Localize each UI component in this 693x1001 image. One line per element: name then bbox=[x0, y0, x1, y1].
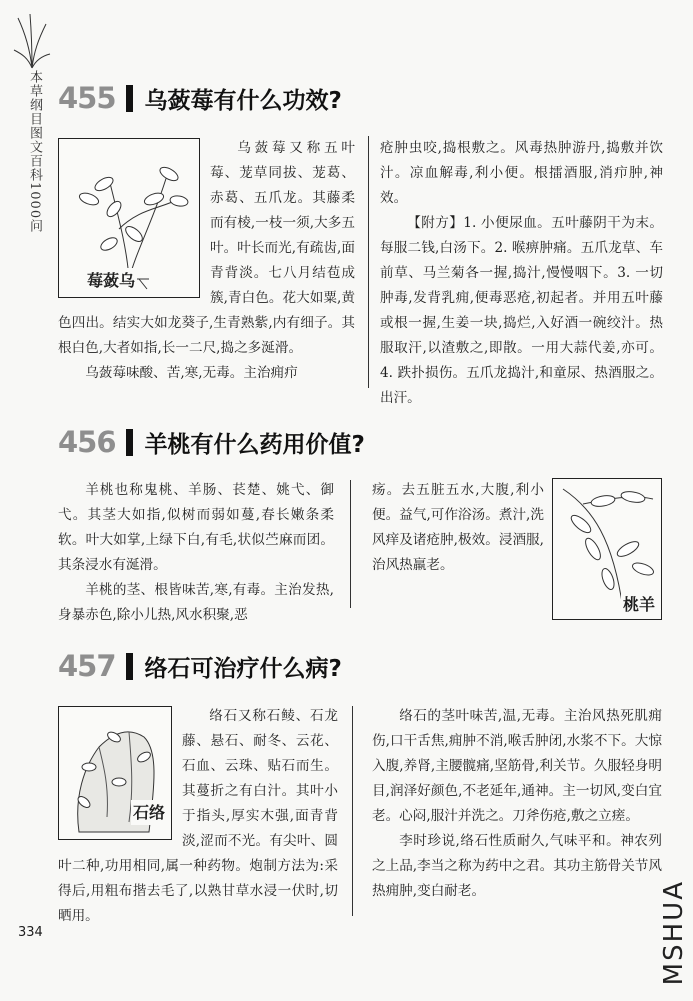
section-header-455 bbox=[58, 78, 342, 118]
paragraph: 李时珍说,络石性质耐久,气味平和。神农列之上品,李当之称为药中之君。其功主筋骨关节风热痈肿,变白耐老。 bbox=[372, 833, 662, 899]
section-header-457 bbox=[58, 646, 342, 686]
illustration-caption: 莓蔹乌 bbox=[85, 268, 137, 293]
column-divider bbox=[350, 480, 351, 608]
section-number: 456 bbox=[58, 425, 116, 459]
section-number: 455 bbox=[58, 81, 116, 115]
section-title: 羊桃有什么药用价值? bbox=[144, 431, 365, 458]
paragraph: 络石的茎叶味苦,温,无毒。主治风热死肌痈伤,口干舌焦,痈肿不消,喉舌肿闭,水浆不下。大惊入腹,养肾,主腰髋痛,坚筋骨,利关节。久服轻身明目,润泽好颜色,不老延年,通神。主一切风,变白宜老。心闷,服汁并洗之。刀斧伤疮,敷之立瘥。 bbox=[372, 708, 662, 824]
column-divider bbox=[368, 136, 369, 388]
section-456-right-column bbox=[372, 478, 662, 624]
wuliammei-illustration bbox=[58, 138, 200, 298]
paragraph: 羊桃也称鬼桃、羊肠、苌楚、姚弋、御弋。其茎大如指,似树而弱如蔓,春长嫩条柔软。叶大如掌,上绿下白,有毛,状似苎麻而团。其条浸水有涎滑。 bbox=[58, 482, 334, 573]
illustration-caption: 桃羊 bbox=[621, 592, 657, 617]
section-455-left-column bbox=[58, 136, 355, 386]
section-title: 络石可治疗什么病? bbox=[144, 655, 342, 682]
section-457-right-column bbox=[372, 704, 662, 904]
paragraph: 羊桃的茎、根皆味苦,寒,有毒。主治发热,身暴赤色,除小儿热,风水积聚,恶 bbox=[58, 582, 334, 623]
section-456-left-column bbox=[58, 478, 334, 628]
luoshi-illustration bbox=[58, 706, 172, 840]
header-divider-bar bbox=[126, 429, 133, 456]
paragraph: 乌蔹莓味酸、苦,寒,无毒。主治痈疖 bbox=[85, 365, 298, 381]
header-divider-bar bbox=[126, 653, 133, 680]
section-number: 457 bbox=[58, 649, 116, 683]
section-457-left-column bbox=[58, 704, 338, 929]
section-title: 乌蔹莓有什么功效? bbox=[144, 87, 342, 114]
paragraph: 乌蔹莓又称五叶莓、茏草同拔、茏葛、赤葛、五爪龙。其藤柔而有棱,一枝一须,大多五叶。叶长而光,有疏齿,面青背淡。七八月结苞成簇,青白色。花大如粟,黄色四出。结实大如龙葵子,生青熟紫,内有细子。其根白色,大者如指,长一二尺,捣之多涎滑。 bbox=[58, 140, 355, 356]
orchid-icon bbox=[12, 10, 52, 70]
yangtao-illustration bbox=[552, 478, 662, 620]
book-title-vertical: 本草纲目图文百科1000问 bbox=[27, 70, 42, 234]
watermark: MSHUA bbox=[659, 880, 689, 986]
paragraph: 络石又称石鲮、石龙藤、悬石、耐冬、云花、石血、云珠、贴石而生。其蔓折之有白汁。其叶小于指头,厚实木强,面青背淡,涩而不光。有尖叶、圆叶二种,功用相同,属一种药物。炮制方法为:采得后,用粗布揩去毛了,以熟甘草水浸一伏时,切晒用。 bbox=[58, 708, 338, 924]
column-divider bbox=[352, 706, 353, 916]
paragraph: 疮肿虫咬,捣根敷之。风毒热肿游丹,捣敷并饮汁。凉血解毒,利小便。根擂酒服,消疖肿,神效。 bbox=[380, 140, 663, 206]
page-number: 334 bbox=[18, 925, 43, 940]
section-455-right-column bbox=[380, 136, 663, 411]
header-divider-bar bbox=[126, 85, 133, 112]
section-header-456 bbox=[58, 422, 365, 462]
paragraph: 疡。去五脏五水,大腹,利小便。益气,可作浴汤。煮汁,洗风痒及诸疮肿,极效。浸酒服,治风热羸老。 bbox=[372, 482, 544, 573]
paragraph: 【附方】1. 小便尿血。五叶藤阴干为末。每服二钱,白汤下。2. 喉痹肿痛。五爪龙草、车前草、马兰菊各一握,捣汁,慢慢咽下。3. 一切肿毒,发背乳痈,便毒恶疮,初起者。并用五叶藤或根一握,生姜一块,捣烂,入好酒一碗绞汁。热服取汗,以渣敷之,即散。一用大蒜代姜,亦可。4. 跌扑损伤。五爪龙捣汁,和童尿、热酒服之。出汗。 bbox=[380, 215, 663, 406]
illustration-caption: 石络 bbox=[131, 800, 167, 825]
